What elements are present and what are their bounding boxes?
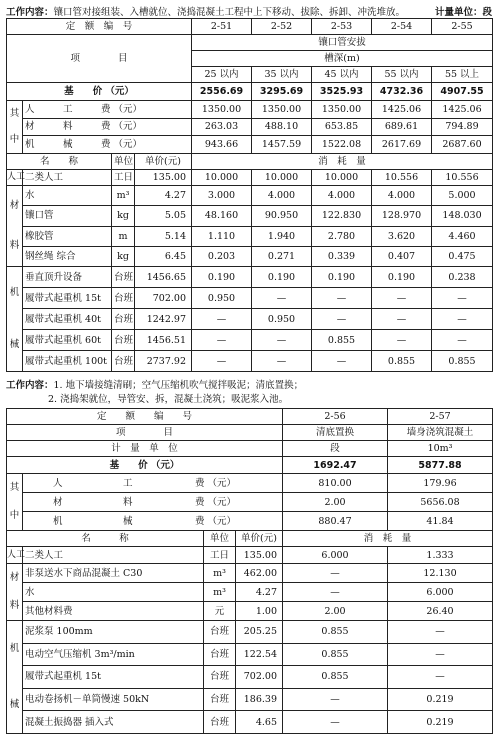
col-unit-header: 单位 [112, 154, 135, 170]
qty-cell: 10.556 [372, 170, 432, 186]
resource-price: 2737.92 [135, 351, 192, 372]
base-price-row [7, 457, 493, 474]
resource-row [7, 288, 493, 309]
cost-cell: 2.00 [283, 493, 388, 512]
resource-row [7, 688, 493, 711]
qty-cell: 0.855 [432, 351, 493, 372]
cost-name: 材 料 费 （元） [23, 493, 283, 512]
qty-cell: — [312, 309, 372, 330]
qty-cell: 26.40 [388, 602, 493, 621]
qty-cell: 0.190 [312, 267, 372, 288]
resource-name: 非泵送水下商品混凝土 C30 [23, 564, 204, 583]
qty-cell: 0.190 [252, 267, 312, 288]
work-content-2b [48, 391, 288, 405]
qty-cell: 0.339 [312, 246, 372, 266]
unit-cell: 10m³ [388, 441, 493, 457]
qty-cell: 90.950 [252, 206, 312, 226]
qty-cell: — [388, 621, 493, 644]
header-group-row [7, 35, 493, 51]
qty-cell: — [192, 351, 252, 372]
col-price-header: 单价(元) [236, 531, 283, 547]
qty-cell: 10.000 [312, 170, 372, 186]
col-price-header: 单价(元) [135, 154, 192, 170]
cost-row [7, 493, 493, 512]
qty-cell: 48.160 [192, 206, 252, 226]
resource-name: 履带式起重机 60t [23, 330, 112, 351]
col-unit-header: 单位 [204, 531, 236, 547]
cost-name: 机 械 费 （元） [23, 136, 192, 154]
base-price-cell: 2556.69 [192, 83, 252, 101]
resource-unit: kg [112, 246, 135, 266]
qty-cell: 148.030 [432, 206, 493, 226]
resource-row [7, 246, 493, 266]
resource-unit: 台班 [112, 309, 135, 330]
column-header-row [7, 531, 493, 547]
category-label: 机 械 [7, 267, 23, 372]
cost-name: 人 工 费 （元） [23, 101, 192, 119]
code-cell: 2-51 [192, 19, 252, 35]
header-item-row [7, 425, 493, 441]
qty-cell: 10.556 [432, 170, 493, 186]
resource-row [7, 186, 493, 206]
qty-cell: 4.000 [312, 186, 372, 206]
resource-price: 5.05 [135, 206, 192, 226]
qty-cell: — [372, 288, 432, 309]
resource-price: 135.00 [236, 547, 283, 564]
qty-cell: — [283, 583, 388, 602]
qty-cell: 6.000 [283, 547, 388, 564]
qty-cell: 0.190 [372, 267, 432, 288]
resource-price: 4.27 [236, 583, 283, 602]
cost-cell: 2687.60 [432, 136, 493, 154]
qty-cell: 0.219 [388, 688, 493, 711]
work-content-label: 工作内容： [6, 380, 54, 391]
cost-cell: 794.89 [432, 118, 493, 136]
qty-cell: 2.00 [283, 602, 388, 621]
qty-cell: — [283, 711, 388, 734]
resource-price: 135.00 [135, 170, 192, 186]
qty-cell: — [432, 288, 493, 309]
quota-table-1 [6, 18, 493, 372]
quota-no-label: 定 额 编 号 [7, 409, 283, 425]
resource-price: 5.14 [135, 226, 192, 246]
cost-row [7, 101, 493, 119]
qty-cell: 0.190 [192, 267, 252, 288]
depth-cell: 35 以内 [252, 67, 312, 83]
qty-cell: 0.238 [432, 267, 493, 288]
resource-row [7, 309, 493, 330]
resource-row [7, 666, 493, 689]
qty-cell: 0.855 [372, 351, 432, 372]
qty-cell: — [192, 330, 252, 351]
unit-label: 计 量 单 位 [7, 441, 283, 457]
resource-name: 二类人工 [23, 547, 204, 564]
qty-cell: 6.000 [388, 583, 493, 602]
resource-unit: 台班 [204, 688, 236, 711]
resource-name: 电动空气压缩机 3m³/min [23, 643, 204, 666]
work-content-1 [6, 4, 405, 18]
resource-unit: kg [112, 206, 135, 226]
column-header-row [7, 154, 493, 170]
qty-cell: 4.000 [372, 186, 432, 206]
base-price-row [7, 83, 493, 101]
qty-cell: 1.110 [192, 226, 252, 246]
qty-cell: 5.000 [432, 186, 493, 206]
resource-row [7, 226, 493, 246]
qty-cell: 10.000 [252, 170, 312, 186]
cost-cell: 41.84 [388, 512, 493, 531]
col-name-header: 名 称 [7, 154, 112, 170]
resource-row [7, 711, 493, 734]
base-price-cell: 4907.55 [432, 83, 493, 101]
resource-unit: m³ [204, 564, 236, 583]
resource-unit: m [112, 226, 135, 246]
resource-unit: 元 [204, 602, 236, 621]
resource-price: 702.00 [135, 288, 192, 309]
code-cell: 2-55 [432, 19, 493, 35]
resource-unit: 台班 [204, 621, 236, 644]
base-price-cell: 1692.47 [283, 457, 388, 474]
resource-price: 702.00 [236, 666, 283, 689]
group-label: 镶口管安拔 [192, 35, 493, 51]
resource-price: 1456.51 [135, 330, 192, 351]
resource-row [7, 351, 493, 372]
resource-name: 垂直顶升设备 [23, 267, 112, 288]
cost-cell: 179.96 [388, 474, 493, 493]
cost-side-label: 其 中 [7, 474, 23, 531]
quota-no-label: 定 额 编 号 [7, 19, 192, 35]
resource-name: 履带式起重机 40t [23, 309, 112, 330]
depth-cell: 55 以上 [432, 67, 493, 83]
cost-cell: 653.85 [312, 118, 372, 136]
cost-cell: 810.00 [283, 474, 388, 493]
qty-cell: 0.271 [252, 246, 312, 266]
resource-row [7, 621, 493, 644]
resource-price: 462.00 [236, 564, 283, 583]
item-label: 项 目 [7, 35, 192, 83]
depth-cell: 45 以内 [312, 67, 372, 83]
col-name-header: 名 称 [7, 531, 204, 547]
cost-cell: 1350.00 [192, 101, 252, 119]
cost-cell: 880.47 [283, 512, 388, 531]
category-label: 人工 [7, 170, 23, 186]
cost-name: 材 料 费 （元） [23, 118, 192, 136]
resource-unit: 台班 [204, 711, 236, 734]
qty-cell: — [372, 309, 432, 330]
resource-name: 履带式起重机 100t [23, 351, 112, 372]
cost-name: 机 械 费 （元） [23, 512, 283, 531]
depth-cell: 25 以内 [192, 67, 252, 83]
base-price-label: 基 价 （元） [7, 83, 192, 101]
qty-cell: — [252, 288, 312, 309]
resource-name: 履带式起重机 15t [23, 288, 112, 309]
base-price-cell: 5877.88 [388, 457, 493, 474]
qty-cell: 0.219 [388, 711, 493, 734]
cost-cell: 1522.08 [312, 136, 372, 154]
code-cell: 2-54 [372, 19, 432, 35]
cost-side-label: 其 中 [7, 101, 23, 154]
qty-cell: 1.333 [388, 547, 493, 564]
resource-unit: 台班 [112, 267, 135, 288]
resource-name: 电动卷扬机－单筒慢速 50kN [23, 688, 204, 711]
category-label: 材 料 [7, 564, 23, 621]
qty-cell: 3.620 [372, 226, 432, 246]
col-consume-header: 消 耗 量 [283, 531, 493, 547]
cost-row [7, 512, 493, 531]
cost-cell: 1425.06 [372, 101, 432, 119]
cost-cell: 1457.59 [252, 136, 312, 154]
resource-name: 水 [23, 186, 112, 206]
qty-cell: 0.855 [312, 330, 372, 351]
qty-cell: 3.000 [192, 186, 252, 206]
resource-price: 122.54 [236, 643, 283, 666]
qty-cell: — [388, 666, 493, 689]
cost-row [7, 118, 493, 136]
header-unit-row [7, 441, 493, 457]
work-content-text: 2. 浇捣架就位，导管安、拆，混凝土浇筑；吸泥浆入池。 [48, 394, 289, 405]
cost-cell: 1425.06 [432, 101, 493, 119]
resource-unit: 台班 [204, 666, 236, 689]
resource-price: 1242.97 [135, 309, 192, 330]
category-label: 人工 [7, 547, 23, 564]
resource-unit: 台班 [204, 643, 236, 666]
qty-cell: 0.407 [372, 246, 432, 266]
qty-cell: 0.475 [432, 246, 493, 266]
resource-row [7, 170, 493, 186]
qty-cell: 10.000 [192, 170, 252, 186]
qty-cell: — [252, 330, 312, 351]
cost-name: 人 工 费 （元） [23, 474, 283, 493]
base-price-label: 基 价 （元） [7, 457, 283, 474]
work-content-text: 镶口管对接组装、入槽就位、浇捣混凝土工程中上下移动、拔除、拆卸、冲洗堆放。 [53, 7, 406, 18]
resource-name: 镶口管 [23, 206, 112, 226]
base-price-cell: 3525.93 [312, 83, 372, 101]
col-consume-header: 消 耗 量 [192, 154, 493, 170]
depth-cell: 55 以内 [372, 67, 432, 83]
resource-name: 钢丝绳 综合 [23, 246, 112, 266]
resource-name: 水 [23, 583, 204, 602]
qty-cell: — [312, 351, 372, 372]
resource-unit: 工日 [204, 547, 236, 564]
resource-price: 4.65 [236, 711, 283, 734]
cost-row [7, 136, 493, 154]
cost-cell: 5656.08 [388, 493, 493, 512]
item-cell: 墙身浇筑混凝土 [388, 425, 493, 441]
cost-row [7, 474, 493, 493]
qty-cell: 0.203 [192, 246, 252, 266]
resource-row [7, 643, 493, 666]
code-cell: 2-52 [252, 19, 312, 35]
qty-cell: 0.950 [192, 288, 252, 309]
resource-name: 橡胶管 [23, 226, 112, 246]
work-content-label: 工作内容： [6, 7, 54, 18]
resource-row [7, 564, 493, 583]
measure-unit: 计量单位：段 [434, 7, 492, 18]
cost-cell: 689.61 [372, 118, 432, 136]
cost-cell: 2617.69 [372, 136, 432, 154]
resource-name: 履带式起重机 15t [23, 666, 204, 689]
qty-cell: 0.855 [283, 666, 388, 689]
qty-cell: 128.970 [372, 206, 432, 226]
resource-price: 186.39 [236, 688, 283, 711]
qty-cell: — [283, 688, 388, 711]
qty-cell: — [283, 564, 388, 583]
qty-cell: 4.000 [252, 186, 312, 206]
work-content-text: 1. 地下墙接缝清刷；空气压缩机吹气搅拌吸泥；清底置换； [53, 380, 304, 391]
qty-cell: 0.855 [283, 643, 388, 666]
qty-cell: — [372, 330, 432, 351]
resource-unit: m³ [204, 583, 236, 602]
header-codes-row [7, 19, 493, 35]
code-cell: 2-53 [312, 19, 372, 35]
resource-price: 6.45 [135, 246, 192, 266]
resource-price: 205.25 [236, 621, 283, 644]
quota-table-2 [6, 408, 493, 734]
item-cell: 清底置换 [283, 425, 388, 441]
qty-cell: — [432, 309, 493, 330]
base-price-cell: 3295.69 [252, 83, 312, 101]
resource-name: 其他材料费 [23, 602, 204, 621]
code-cell: 2-57 [388, 409, 493, 425]
qty-cell: 0.855 [283, 621, 388, 644]
cost-cell: 1350.00 [252, 101, 312, 119]
resource-name: 泥浆泵 100mm [23, 621, 204, 644]
qty-cell: 0.950 [252, 309, 312, 330]
qty-cell: 12.130 [388, 564, 493, 583]
resource-row [7, 330, 493, 351]
header-codes-row [7, 409, 493, 425]
resource-row [7, 602, 493, 621]
qty-cell: 1.940 [252, 226, 312, 246]
resource-price: 1.00 [236, 602, 283, 621]
resource-name: 混凝土振捣器 插入式 [23, 711, 204, 734]
base-price-cell: 4732.36 [372, 83, 432, 101]
cost-cell: 263.03 [192, 118, 252, 136]
resource-name: 二类人工 [23, 170, 112, 186]
resource-unit: 台班 [112, 288, 135, 309]
unit-cell: 段 [283, 441, 388, 457]
qty-cell: — [432, 330, 493, 351]
qty-cell: 2.780 [312, 226, 372, 246]
resource-price: 4.27 [135, 186, 192, 206]
resource-unit: 工日 [112, 170, 135, 186]
qty-cell: 122.830 [312, 206, 372, 226]
resource-row [7, 206, 493, 226]
resource-row [7, 583, 493, 602]
work-content-2 [6, 377, 303, 391]
code-cell: 2-56 [283, 409, 388, 425]
qty-cell: — [388, 643, 493, 666]
resource-price: 1456.65 [135, 267, 192, 288]
item-label: 项 目 [7, 425, 283, 441]
resource-unit: 台班 [112, 351, 135, 372]
qty-cell: — [252, 351, 312, 372]
resource-row [7, 267, 493, 288]
qty-cell: 4.460 [432, 226, 493, 246]
category-label: 材 料 [7, 186, 23, 267]
qty-cell: — [312, 288, 372, 309]
depth-label: 槽深(m) [192, 51, 493, 67]
cost-cell: 488.10 [252, 118, 312, 136]
cost-cell: 943.66 [192, 136, 252, 154]
cost-cell: 1350.00 [312, 101, 372, 119]
resource-row [7, 547, 493, 564]
resource-unit: m³ [112, 186, 135, 206]
qty-cell: — [192, 309, 252, 330]
category-label: 机 械 [7, 621, 23, 734]
resource-unit: 台班 [112, 330, 135, 351]
